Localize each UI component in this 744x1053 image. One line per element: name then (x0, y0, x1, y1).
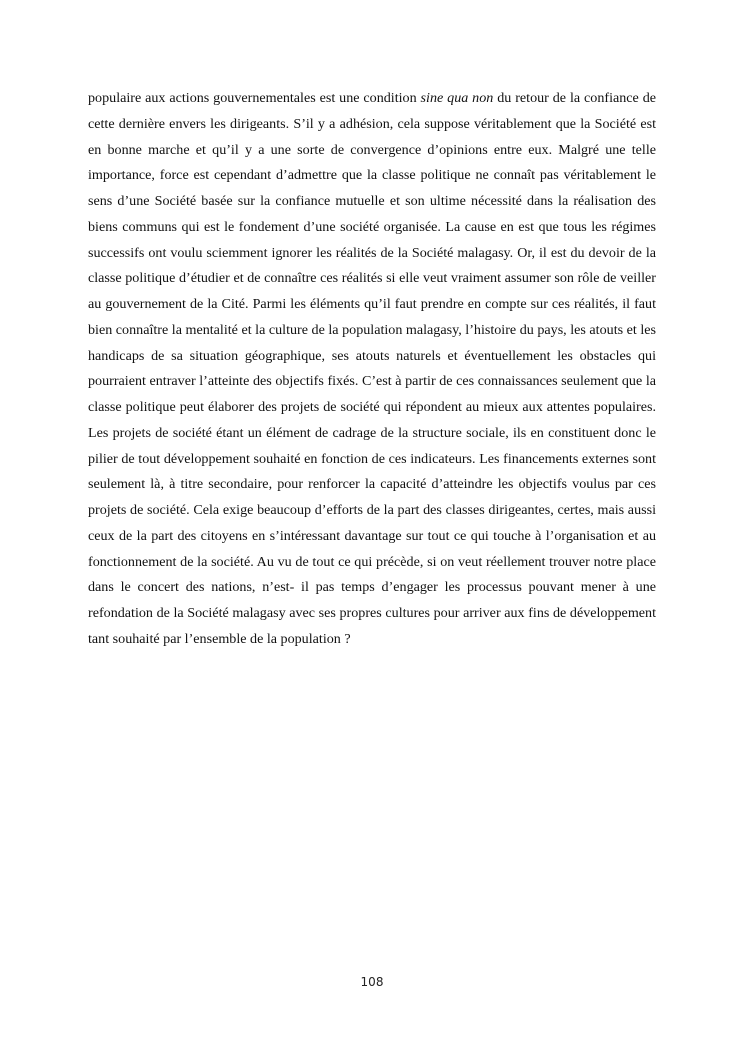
paragraph-text-start: populaire aux actions gouvernementales est une condition (88, 90, 421, 106)
page-number: 108 (360, 975, 384, 989)
paragraph-text-rest: du retour de la confiance de cette dernière envers les dirigeants. S’il y a adhésion, cela suppose véritablement que la Société est en bonne marche et qu’il y a une sorte de convergence d’opinions entre eux. Malgré une telle importance, force est cependant d’admettre que la classe politique ne connaît pas véritablement le sens d’une Société basée sur la confiance mutuelle et son ultime nécessité dans la réalisation des biens communs qui est le fondement d’une société organisée. La cause en est que tous les régimes successifs ont voulu sciemment ignorer les réalités de la Société malagasy. Or, il est du devoir de la classe politique d’étudier et de connaître ces réalités si elle veut vraiment assumer son rôle de veiller au gouvernement de la Cité. Parmi les éléments qu’il faut prendre en compte sur ces réalités, il faut bien connaître la mentalité et la culture de la population malagasy, l’histoire du pays, les atouts et les handicaps de sa situation géographique, ses atouts naturels et éventuellement les obstacles qui pourraient entraver l’atteinte des objectifs fixés. C’est à partir de ces connaissances seulement que la classe politique peut élaborer des projets de société qui répondent au mieux aux attentes populaires. Les projets de société étant un élément de cadrage de la structure sociale, ils en constituent donc le pilier de tout développement souhaité en fonction de ces indicateurs. Les financements externes sont seulement là, à titre secondaire, pour renforcer la capacité d’atteindre les objectifs voulus par ces projets de société. Cela exige beaucoup d’efforts de la part des classes dirigeantes, certes, mais aussi ceux de la part des citoyens en s’intéressant davantage sur tout ce qui touche à l’organisation et au fonctionnement de la société. Au vu de tout ce qui précède, si on veut réellement trouver notre place dans le concert des nations, n’est- il pas temps d’engager les processus pouvant mener à une refondation de la Société malagasy avec ses propres cultures pour arriver aux fins de développement tant souhaité par l’ensemble de la population ? (88, 90, 656, 647)
body-paragraph (88, 86, 656, 653)
italic-phrase: sine qua non (420, 90, 494, 106)
